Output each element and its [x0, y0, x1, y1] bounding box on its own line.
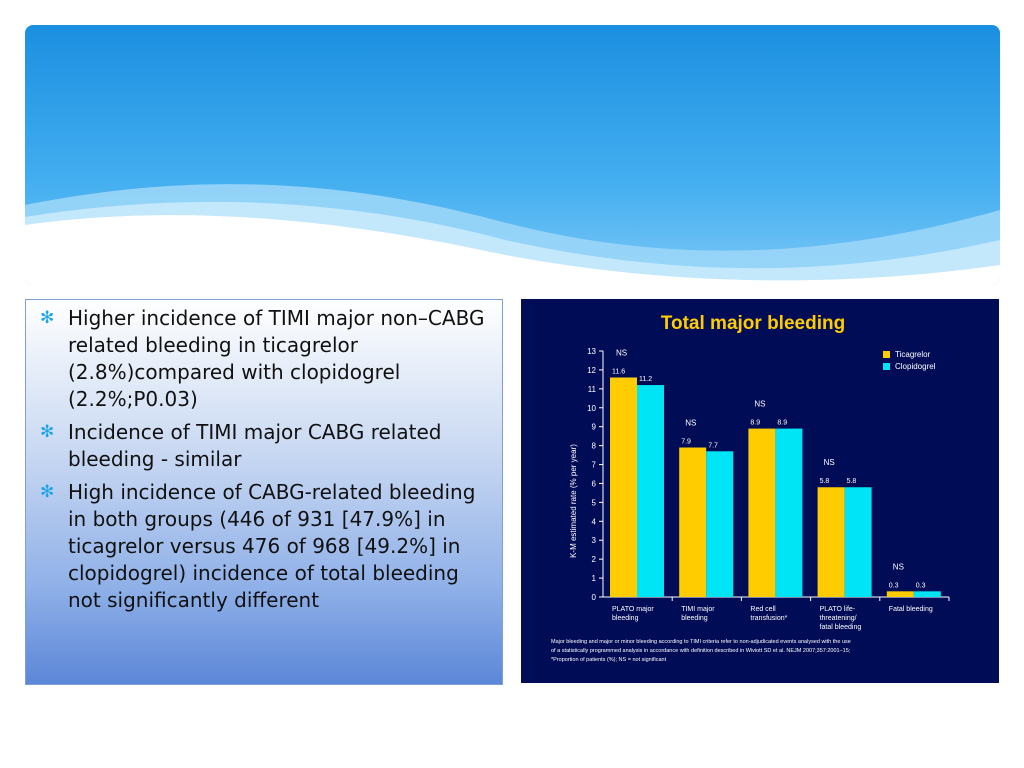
data-label: 11.2 — [639, 376, 653, 384]
chart-footnote: *Proportion of patients (%); NS = not significant — [551, 657, 667, 663]
bar-clopidogrel-0 — [637, 385, 664, 597]
bar-ticagrelor-0 — [610, 377, 637, 597]
data-label: 5.8 — [846, 478, 857, 486]
category-label: PLATO major — [612, 606, 654, 613]
chart-footnote: Major bleeding and major or minor bleeding according to TIMI criteria refer to non-adjudicated events analysed with the use — [551, 639, 851, 645]
bar-ticagrelor-2 — [748, 429, 775, 597]
data-label: 7.7 — [708, 442, 718, 450]
ns-annotation: NS — [823, 458, 835, 468]
bar-ticagrelor-1 — [679, 448, 706, 597]
bullet-item — [36, 419, 494, 473]
ns-annotation: NS — [892, 562, 904, 572]
y-tick-label: 2 — [591, 555, 596, 565]
bullet-item — [36, 305, 494, 413]
y-tick-label: 3 — [591, 536, 596, 546]
y-tick-label: 11 — [587, 384, 596, 394]
bullet-text: High incidence of CABG-related bleeding in both groups (446 of 931 [47.9%] in ticagrelor versus 476 of 968 [49.2%] in clopidogrel) incidence of total bleeding not significantly different — [68, 480, 476, 612]
data-label: 7.9 — [681, 438, 691, 446]
y-tick-label: 9 — [591, 422, 596, 432]
y-axis-label: K-M estimated rate (% per year) — [569, 444, 578, 558]
bar-clopidogrel-3 — [845, 487, 872, 597]
y-tick-label: 1 — [591, 574, 596, 584]
y-tick-label: 12 — [587, 365, 596, 375]
y-tick-label: 6 — [591, 479, 596, 489]
legend-label: Clopidogrel — [895, 362, 936, 371]
data-label: 0.3 — [915, 582, 926, 590]
bullet-list — [26, 300, 502, 614]
asterisk-bullet-icon: ✻ — [40, 308, 55, 328]
ns-annotation: NS — [685, 418, 697, 428]
data-label: 8.9 — [777, 419, 788, 427]
category-label: fatal bleeding — [819, 624, 862, 631]
legend-label: Ticagrelor — [895, 350, 931, 359]
chart-footnote: of a statistically programmed analysis in accordance with definition described in Wiviott SD et al. NEJM 2007;357:2001–15; — [551, 648, 851, 654]
category-label: bleeding — [612, 615, 639, 622]
asterisk-bullet-icon: ✻ — [40, 482, 55, 502]
chart-title: Total major bleeding — [660, 313, 846, 334]
y-tick-label: 7 — [591, 460, 596, 470]
data-label: 8.9 — [750, 419, 761, 427]
y-tick-label: 10 — [587, 403, 596, 413]
data-label: 5.8 — [819, 478, 830, 486]
category-label: Fatal bleeding — [888, 606, 933, 613]
y-tick-label: 0 — [591, 593, 596, 602]
bar-chart — [521, 299, 999, 683]
ns-annotation: NS — [754, 399, 766, 409]
category-label: threatening/ — [819, 615, 857, 622]
legend-swatch-ticagrelor — [883, 351, 890, 358]
category-label: transfusion* — [750, 615, 788, 622]
bar-ticagrelor-3 — [818, 487, 845, 597]
category-label: bleeding — [681, 615, 708, 622]
ns-annotation: NS — [616, 348, 628, 358]
asterisk-bullet-icon: ✻ — [40, 422, 55, 442]
bullet-text: Incidence of TIMI major CABG related bleeding - similar — [68, 420, 442, 471]
bullet-text: Higher incidence of TIMI major non–CABG related bleeding in ticagrelor (2.8%)compared with clopidogrel (2.2%;P0.03) — [68, 306, 485, 411]
bar-clopidogrel-4 — [914, 591, 941, 597]
category-label: TIMI major — [681, 606, 715, 613]
bullet-item — [36, 479, 494, 614]
bar-clopidogrel-1 — [706, 451, 733, 597]
bleeding-chart-panel — [521, 299, 999, 683]
category-label: PLATO life- — [819, 606, 856, 613]
legend-swatch-clopidogrel — [883, 363, 890, 370]
data-label: 11.6 — [612, 368, 626, 376]
header-banner — [25, 25, 1000, 285]
data-label: 0.3 — [888, 582, 899, 590]
y-tick-label: 4 — [591, 517, 596, 527]
bar-ticagrelor-4 — [887, 591, 914, 597]
y-tick-label: 8 — [591, 441, 596, 451]
category-label: Red cell — [750, 606, 776, 613]
y-tick-label: 13 — [587, 347, 596, 356]
bullet-panel — [25, 299, 503, 685]
bar-clopidogrel-2 — [775, 429, 802, 597]
y-tick-label: 5 — [591, 498, 596, 508]
wave-background — [25, 25, 1000, 285]
